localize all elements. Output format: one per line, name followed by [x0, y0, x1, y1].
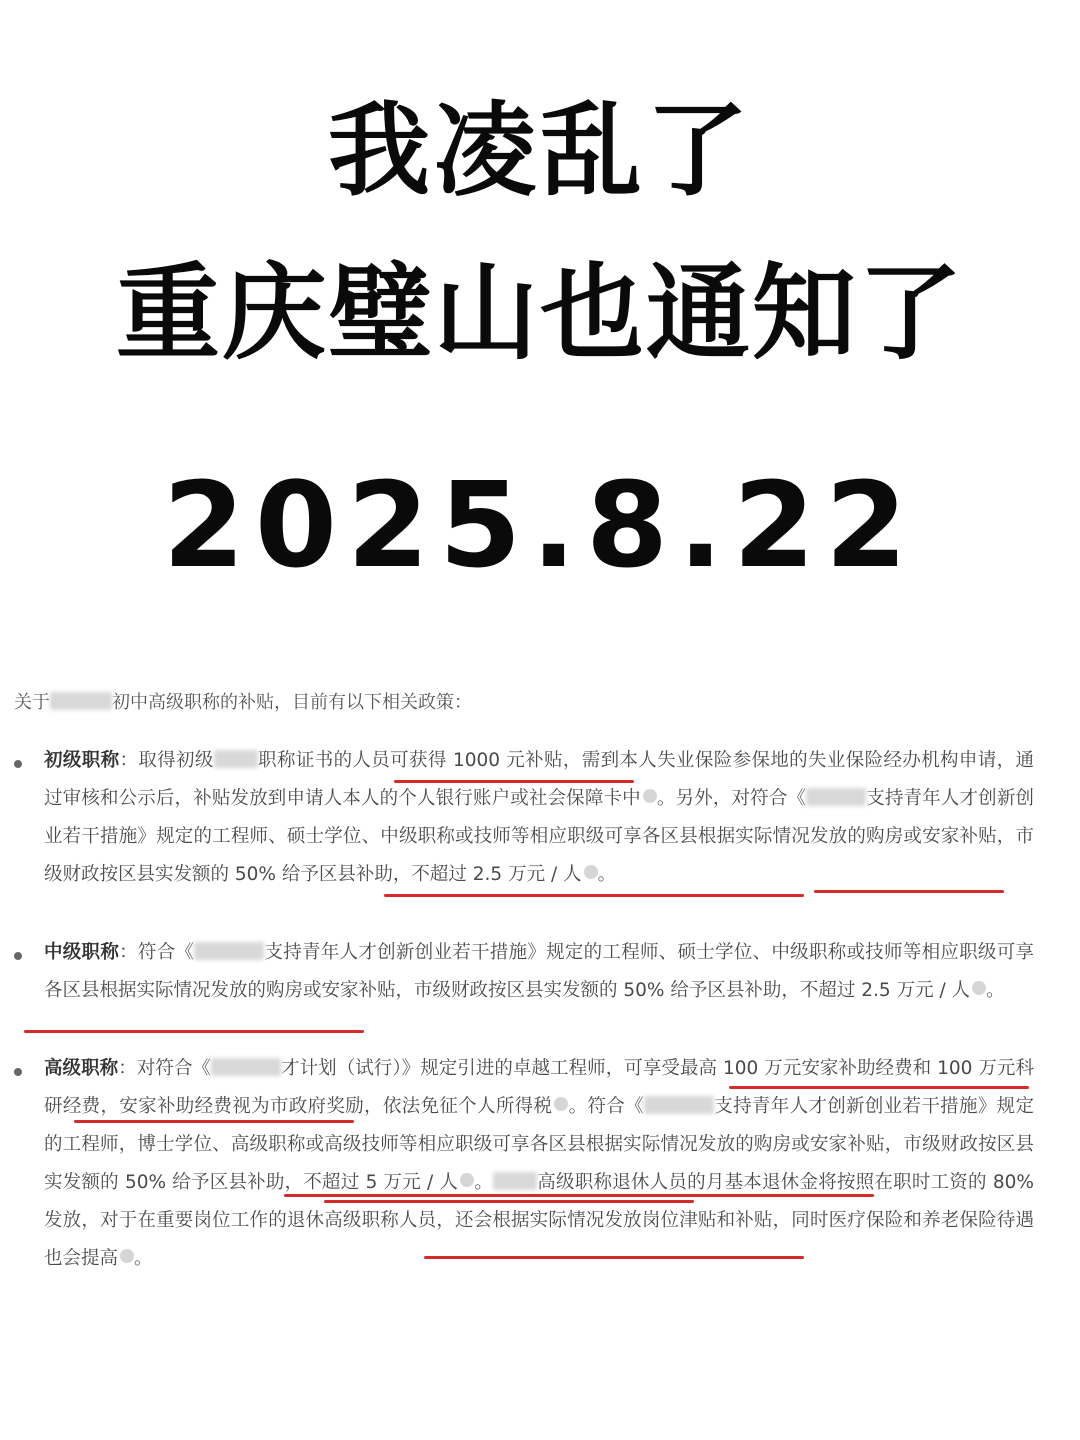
senior-text-g: 。: [134, 1248, 153, 1269]
junior-text-e: 。: [597, 864, 617, 885]
highlight-underline: [324, 1200, 694, 1203]
junior-label: 初级职称: [44, 750, 120, 771]
senior-text-c: 。符合《: [568, 1096, 644, 1117]
redacted-block: [806, 788, 866, 806]
document-intro: [14, 688, 472, 718]
intro-prefix: 关于: [14, 692, 50, 713]
senior-text-a: ：对符合《: [118, 1058, 211, 1079]
highlight-underline: [814, 890, 1004, 893]
reference-icon: [120, 1249, 134, 1263]
policy-document: [14, 672, 1044, 1292]
intro-suffix: 初中高级职称的补贴，目前有以下相关政策：: [112, 692, 472, 713]
junior-text-d: 支持青年人才创新创业若干措施》规定的工程师、硕士学位、中级职称或技师等相应职级可享各区县根据实际情况发放的购房或安家补贴，市级财政按区县实发额的 50% 给予区县补助，不超过 2.5 万元 / 人: [44, 788, 1034, 885]
senior-text-d: 支持青年人才创新创业若干措施》规定的工程师，博士学位、高级职称或高级技师等相应职级可享各区县根据实际情况发放的购房或安家补贴，市级财政按区县实发额的 50% 给予区县补助，不超过 5 万元 / 人: [44, 1096, 1034, 1193]
highlight-underline: [394, 780, 634, 783]
highlight-underline: [424, 1256, 804, 1259]
reference-icon: [643, 789, 657, 803]
section-junior: [44, 742, 1034, 894]
redacted-block: [644, 1096, 714, 1114]
bullet-intermediate: [14, 952, 22, 960]
intermediate-label: 中级职称: [44, 942, 120, 963]
section-senior: [44, 1050, 1034, 1278]
reference-icon: [972, 981, 986, 995]
reference-icon: [584, 865, 598, 879]
redacted-block: [194, 942, 264, 960]
bullet-senior: [14, 1068, 22, 1076]
intermediate-text-c: 。: [986, 980, 1005, 1001]
headline-line-1: 我凌乱了: [328, 92, 752, 211]
intermediate-text-a: ：符合《: [119, 942, 195, 963]
redacted-block: [493, 1172, 537, 1190]
senior-label: 高级职称: [44, 1058, 119, 1079]
highlight-underline: [74, 1120, 354, 1123]
senior-text-e: 。: [474, 1172, 494, 1193]
junior-text-b: 职称证书的人员可获得 1000 元补贴，需到本人失业保险参保地的失业保险经办机构申请，通过审核和公示后，补贴发放到申请人本人的个人银行账户或社会保障卡中: [44, 750, 1034, 809]
reference-icon: [554, 1097, 568, 1111]
headline-line-2: 重庆璧山也通知了: [115, 252, 964, 374]
section-intermediate: [44, 934, 1034, 1010]
senior-text-b: 才计划（试行）》规定引进的卓越工程师，可享受最高 100 万元安家补助经费和 100 万元科研经费，安家补助经费视为市政府奖励，依法免征个人所得税: [44, 1058, 1034, 1117]
junior-text-c: 。另外，对符合《: [656, 788, 807, 809]
junior-text-a: ：取得初级: [119, 750, 214, 771]
bullet-junior: [14, 760, 22, 768]
reference-icon: [460, 1173, 474, 1187]
senior-text-f: 高级职称退休人员的月基本退休金将按照在职时工资的 80% 发放，对于在重要岗位工作的退休高级职称人员，还会根据实际情况发放岗位津贴和补贴，同时医疗保险和养老保险待遇也会提高: [44, 1172, 1034, 1269]
headline-date: 2025.8.22: [162, 456, 918, 594]
highlight-underline: [284, 1194, 874, 1197]
redacted-block: [50, 692, 112, 710]
highlight-underline: [24, 1030, 364, 1033]
intermediate-text-b: 支持青年人才创新创业若干措施》规定的工程师、硕士学位、中级职称或技师等相应职级可享各区县根据实际情况发放的购房或安家补贴，市级财政按区县实发额的 50% 给予区县补助，不超过 2.5 万元 / 人: [44, 942, 1034, 1001]
redacted-block: [211, 1058, 281, 1076]
highlight-underline: [729, 1086, 1029, 1089]
redacted-block: [214, 750, 258, 768]
highlight-underline: [384, 894, 804, 897]
